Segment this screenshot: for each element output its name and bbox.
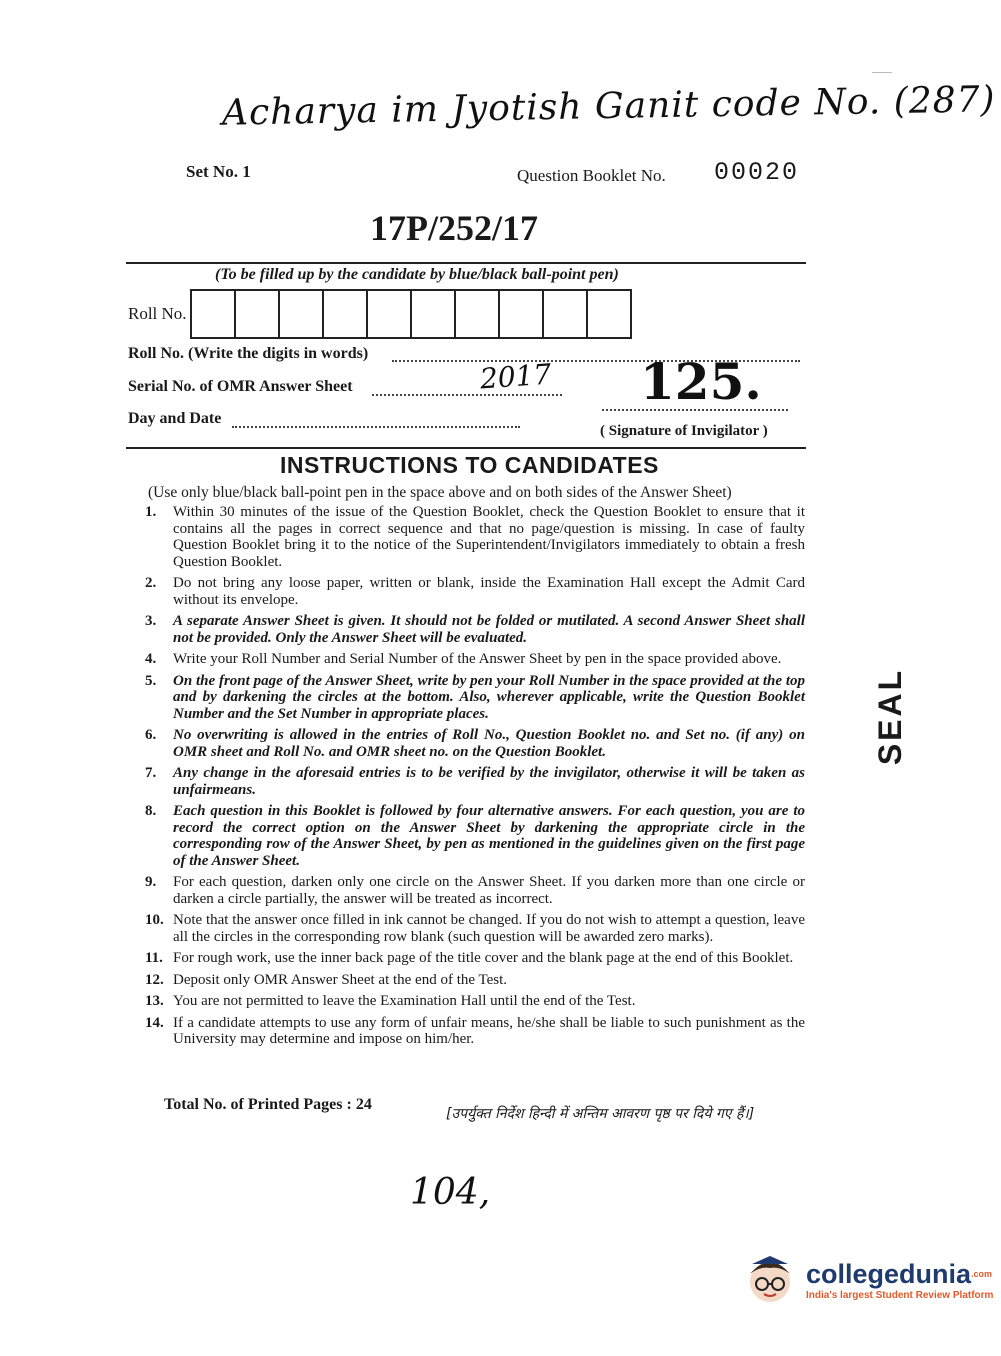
instruction-text: Within 30 minutes of the issue of the Question Booklet, check the Question Booklet to ensure that it contains all the pages in correct sequence and that no page/question is missing. In case of faulty Question Booklet bring it to the notice of the Superintendent/Invigilators immediately to obtain a fresh Question Booklet.	[173, 504, 805, 570]
instructions-list	[140, 504, 805, 1053]
instruction-number: 14.	[145, 1014, 164, 1031]
instruction-item	[140, 874, 805, 907]
divider-form	[126, 447, 806, 449]
divider-top	[126, 262, 806, 264]
instruction-number: 4.	[145, 651, 157, 667]
paper-code: 17P/252/17	[370, 208, 538, 248]
instruction-text: No overwriting is allowed in the entries of Roll No., Question Booklet no. and Set no. (if any) on OMR sheet and Roll No. and OMR sheet no. on the Question Booklet.	[173, 727, 805, 760]
signature-line[interactable]	[602, 409, 788, 411]
roll-digit-box[interactable]	[234, 289, 280, 339]
instruction-text: Each question in this Booklet is followed by four alternative answers. For each question, you are to record the correct option on the Answer Sheet by darkening the appropriate circle in the corresponding row of the Answer Sheet, by pen as mentioned in the guidelines given on the first page of the Answer Sheet.	[173, 803, 805, 869]
roll-words-label: Roll No. (Write the digits in words)	[128, 345, 369, 362]
instruction-number: 9.	[145, 874, 157, 890]
instruction-number: 11.	[145, 950, 163, 966]
instruction-text: Any change in the aforesaid entries is to be verified by the invigilator, otherwise it will be taken as unfairmeans.	[173, 765, 805, 798]
instruction-text: Note that the answer once filled in ink cannot be changed. If you do not wish to attempt a question, leave all the circles in the corresponding row blank (such question will be awarded zero marks).	[173, 912, 805, 945]
instruction-item	[140, 651, 805, 668]
hindi-note: [उपर्युक्त निर्देश हिन्दी में अन्तिम आवरण पृष्ठ पर दिये गए हैं।]	[446, 1106, 755, 1122]
instruction-number: 3.	[145, 613, 157, 629]
roll-number-boxes[interactable]	[192, 289, 632, 339]
omr-serial-line[interactable]	[372, 394, 562, 396]
instruction-number: 7.	[145, 765, 157, 781]
pen-instruction: (Use only blue/black ball-point pen in the space above and on both sides of the Answer Sheet)	[148, 484, 732, 501]
instruction-number: 5.	[145, 672, 157, 689]
day-date-label: Day and Date	[128, 410, 222, 427]
roll-digit-box[interactable]	[322, 289, 368, 339]
omr-serial-label: Serial No. of OMR Answer Sheet	[128, 378, 353, 395]
instruction-item	[140, 950, 805, 967]
instruction-item	[140, 1015, 805, 1048]
instruction-item	[140, 803, 805, 869]
instruction-item	[140, 972, 805, 989]
roll-digit-box[interactable]	[542, 289, 588, 339]
instruction-item	[140, 765, 805, 798]
roll-digit-box[interactable]	[278, 289, 324, 339]
mascot-icon	[742, 1252, 798, 1308]
instruction-item	[140, 993, 805, 1010]
instruction-text: On the front page of the Answer Sheet, write by pen your Roll Number in the space provided at the top and by darkening the circles at the bottom. Also, wherever applicable, write the Question Booklet Number and the Set Number in appropriate places.	[173, 672, 805, 722]
logo-tagline: India's largest Student Review Platform	[806, 1289, 994, 1301]
instruction-number: 10.	[145, 912, 164, 928]
logo-name: collegedunia	[806, 1258, 972, 1289]
handwritten-number: 125.	[640, 352, 762, 411]
handwritten-serial: 2017	[478, 357, 553, 396]
instruction-number: 8.	[145, 803, 157, 819]
instruction-text: Write your Roll Number and Serial Number of the Answer Sheet by pen in the space provided above.	[173, 651, 782, 667]
instruction-number: 12.	[145, 971, 164, 988]
day-date-line[interactable]	[232, 426, 520, 428]
roll-digit-box[interactable]	[454, 289, 500, 339]
instruction-text: Do not bring any loose paper, written or blank, inside the Examination Hall except the Admit Card without its envelope.	[173, 575, 805, 608]
roll-digit-box[interactable]	[410, 289, 456, 339]
instruction-number: 1.	[145, 504, 157, 520]
instruction-item	[140, 504, 805, 570]
collegedunia-logo	[742, 1252, 993, 1308]
instruction-text: If a candidate attempts to use any form of unfair means, he/she shall be liable to such punishment as the University may determine and impose on him/her.	[173, 1014, 805, 1047]
logo-com: .com	[971, 1268, 993, 1279]
instruction-text: A separate Answer Sheet is given. It should not be folded or mutilated. A second Answer Sheet shall not be provided. Only the Answer Sheet will be evaluated.	[173, 613, 805, 646]
roll-digit-box[interactable]	[190, 289, 236, 339]
seal-label: SEAL	[872, 667, 909, 766]
instruction-number: 13.	[145, 993, 164, 1009]
roll-digit-box[interactable]	[498, 289, 544, 339]
instruction-item	[140, 673, 805, 723]
instruction-item	[140, 575, 805, 608]
corner-mark	[872, 72, 892, 73]
total-pages: Total No. of Printed Pages : 24	[164, 1096, 372, 1113]
roll-digit-box[interactable]	[586, 289, 632, 339]
set-number: Set No. 1	[186, 162, 251, 181]
instructions-title: INSTRUCTIONS TO CANDIDATES	[280, 452, 659, 478]
instruction-text: You are not permitted to leave the Examination Hall until the end of the Test.	[173, 993, 636, 1009]
instruction-number: 6.	[145, 727, 157, 743]
booklet-number-label: Question Booklet No.	[517, 166, 666, 185]
roll-number-label: Roll No.	[128, 304, 187, 323]
instruction-text: For each question, darken only one circle on the Answer Sheet. If you darken more than one circle or darken a circle partially, the answer will be treated as incorrect.	[173, 874, 805, 907]
booklet-number-value: 00020	[714, 158, 800, 187]
handwritten-bottom-number: 104,	[410, 1172, 491, 1213]
instruction-text: For rough work, use the inner back page of the title cover and the blank page at the end of this Booklet.	[173, 950, 794, 966]
instruction-item	[140, 727, 805, 760]
instruction-number: 2.	[145, 575, 157, 591]
instruction-item	[140, 912, 805, 945]
instruction-text: Deposit only OMR Answer Sheet at the end of the Test.	[173, 971, 508, 988]
instruction-item	[140, 613, 805, 646]
fill-note: (To be filled up by the candidate by blue/black ball-point pen)	[215, 266, 619, 283]
handwritten-title: Acharya im Jyotish Ganit code No. (287)	[221, 79, 996, 134]
roll-digit-box[interactable]	[366, 289, 412, 339]
invigilator-signature-label: ( Signature of Invigilator )	[600, 423, 768, 439]
